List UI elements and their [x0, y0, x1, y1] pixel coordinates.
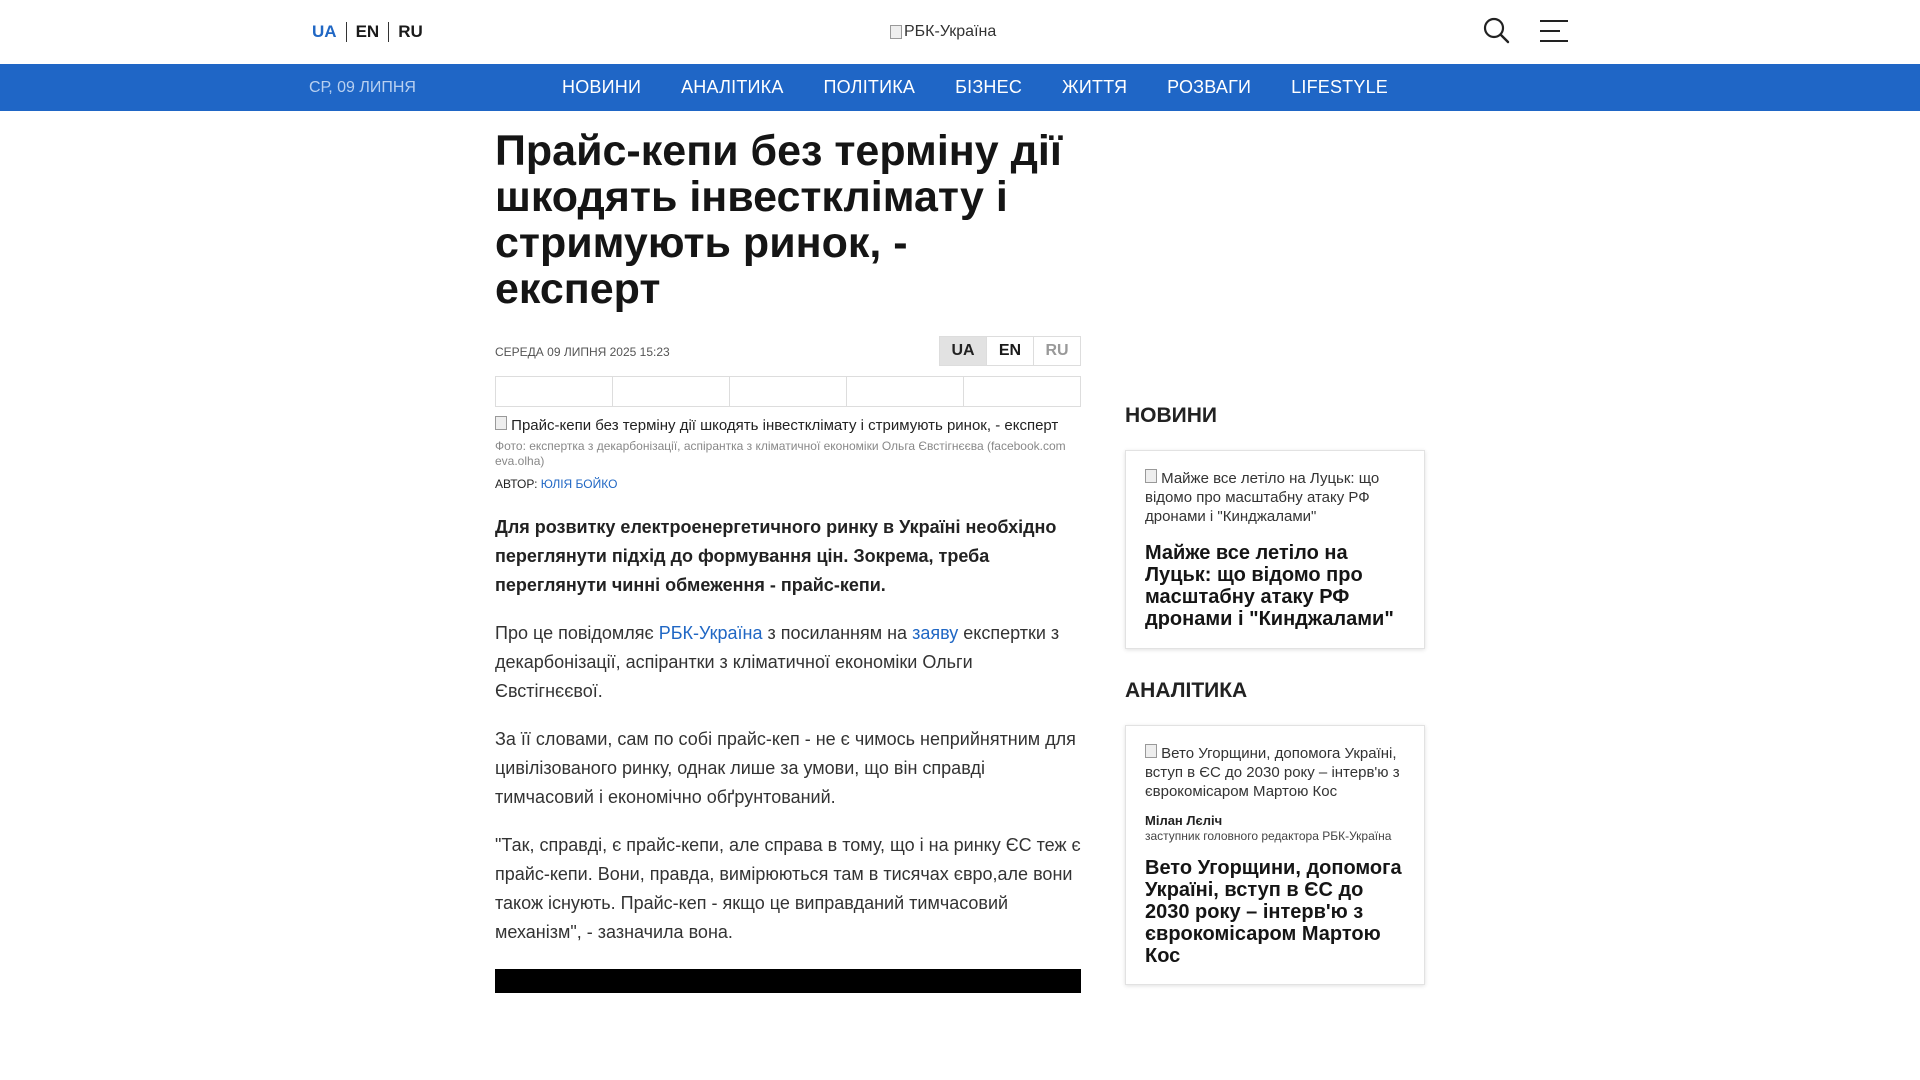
nav-item-analytics[interactable]: АНАЛІТИКА — [681, 77, 784, 97]
author-label: АВТОР: — [495, 477, 538, 491]
broken-image-icon — [495, 416, 507, 430]
article-image-alt: Прайс-кепи без терміну дії шкодять інвестклімату і стримують ринок, - експерт — [511, 417, 1059, 434]
paragraph-text: експертки з декарбонізації, аспірантки з кліматичної економіки Ольги Євстігнєєвої. — [495, 623, 1060, 701]
nav-item-life[interactable]: ЖИТТЯ — [1062, 77, 1128, 97]
logo-alt-text: РБК-Україна — [904, 23, 997, 40]
share-button[interactable] — [496, 377, 612, 406]
broken-image-icon — [1145, 469, 1157, 483]
article-paragraph — [495, 619, 1081, 706]
analytics-card-image-alt: Вето Угорщини, допомога Україні, вступ в ЄС до 2030 року – інтерв'ю з єврокомісаром Мартою Кос — [1145, 745, 1400, 800]
broken-image-icon — [890, 25, 902, 39]
analytics-card-image — [1145, 744, 1405, 801]
viewport-bottom-blank — [0, 993, 1920, 1080]
main-navigation — [0, 64, 1920, 111]
site-logo[interactable] — [890, 23, 996, 41]
lang-ru-link[interactable]: RU — [398, 22, 423, 41]
article-language-switcher — [939, 336, 1081, 366]
search-icon[interactable] — [1482, 16, 1512, 46]
news-card-title[interactable]: Майже все летіло на Луцьк: що відомо про масштабну атаку РФ дронами і "Кинджалами" — [1145, 542, 1394, 630]
statement-link[interactable]: заяву — [912, 623, 959, 643]
source-link[interactable]: РБК-Україна — [658, 623, 763, 643]
article-paragraph: "Так, справді, є прайс-кепи, але справа в тому, що і на ринку ЄС теж є прайс-кепи. Вони, правда, вимірюються там в тисячах євро,але вони також існують. Прайс-кеп - якщо це виправданий тимчасовий механізм", - зазначила вона. — [495, 835, 1081, 942]
news-heading[interactable]: НОВИНИ — [1125, 404, 1218, 427]
article — [495, 128, 1081, 1013]
analytics-heading[interactable]: АНАЛІТИКА — [1125, 679, 1248, 702]
nav-item-politics[interactable]: ПОЛІТИКА — [823, 77, 916, 97]
author-link[interactable]: ЮЛІЯ БОЙКО — [540, 477, 618, 491]
share-button[interactable] — [963, 377, 1080, 406]
share-button[interactable] — [612, 377, 729, 406]
hamburger-menu-icon[interactable] — [1540, 20, 1568, 42]
news-card-image-alt: Майже все летіло на Луцьк: що відомо про масштабну атаку РФ дронами і "Кинджалами" — [1145, 470, 1380, 525]
article-lang-en[interactable]: EN — [986, 337, 1033, 365]
analytics-card-title[interactable]: Вето Угорщини, допомога Україні, вступ в ЄС до 2030 року – інтерв'ю з єврокомісаром Мартою Кос — [1145, 857, 1402, 967]
image-caption: Фото: експертка з декарбонізації, аспірантка з кліматичної економіки Ольга Євстігнєєва (facebook.com eva.olha) — [495, 439, 1066, 468]
paragraph-text: Про це повідомляє — [495, 623, 659, 643]
article-title: Прайс-кепи без терміну дії шкодять інвестклімату і стримують ринок, - експерт — [495, 127, 1062, 313]
nav-item-entertainment[interactable]: РОЗВАГИ — [1167, 77, 1252, 97]
nav-item-business[interactable]: БІЗНЕС — [955, 77, 1023, 97]
nav-item-lifestyle[interactable]: LIFESTYLE — [1291, 77, 1388, 97]
top-header — [0, 0, 1920, 64]
current-date: СР, 09 ЛИПНЯ — [309, 79, 416, 96]
article-lang-ua[interactable]: UA — [940, 337, 986, 365]
article-lead: Для розвитку електроенергетичного ринку в Україні необхідно переглянути підхід до формування цін. Зокрема, треба переглянути чинні обмеження - прайс-кепи. — [495, 517, 1057, 595]
article-image — [495, 416, 1081, 435]
nav-menu — [562, 64, 1428, 111]
share-button[interactable] — [846, 377, 963, 406]
analytics-card[interactable] — [1125, 725, 1425, 985]
news-card-image — [1145, 469, 1405, 526]
analytics-author-role: заступник головного редактора РБК-Україна — [1145, 829, 1392, 843]
article-paragraph: За її словами, сам по собі прайс-кеп - не є чимось неприйнятним для цивілізованого ринку, однак лише за умови, що він справді тимчасовий і економічно обґрунтований. — [495, 729, 1076, 807]
sidebar — [1125, 404, 1425, 985]
news-card[interactable] — [1125, 450, 1425, 649]
paragraph-text: з посиланням на — [762, 623, 913, 643]
article-meta — [495, 336, 1081, 366]
share-buttons — [495, 376, 1081, 407]
broken-image-icon — [1145, 744, 1157, 758]
analytics-author-name: Мілан Лєліч — [1145, 813, 1223, 828]
share-button[interactable] — [729, 377, 846, 406]
site-language-switcher — [312, 22, 432, 42]
article-author — [495, 477, 1081, 491]
lang-ua-link[interactable]: UA — [312, 22, 337, 41]
lang-en-link[interactable]: EN — [355, 22, 380, 41]
nav-item-news[interactable]: НОВИНИ — [562, 77, 642, 97]
article-date: СЕРЕДА 09 ЛИПНЯ 2025 15:23 — [495, 345, 670, 359]
article-lang-ru[interactable]: RU — [1033, 337, 1080, 365]
